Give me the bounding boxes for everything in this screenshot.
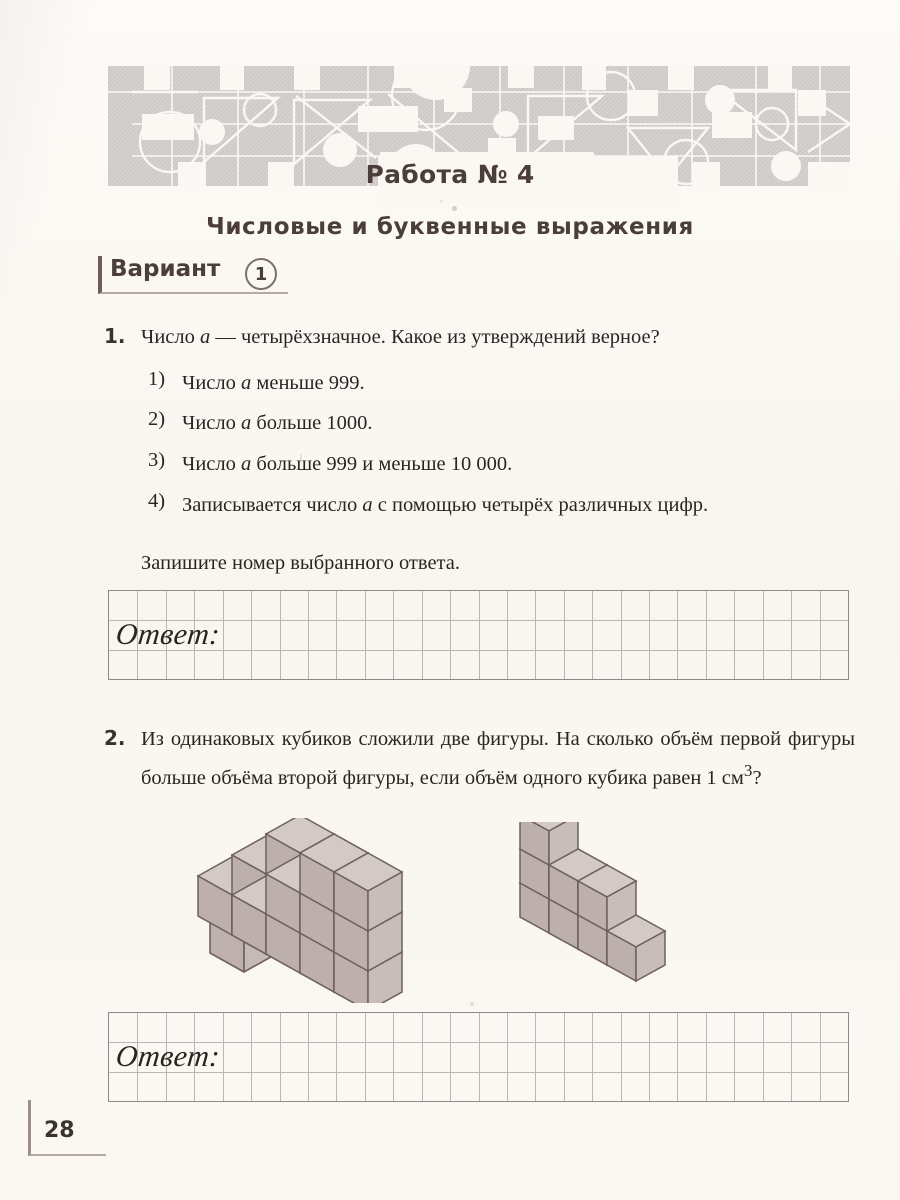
option-2-variable: a	[241, 412, 252, 434]
grid-line-vertical	[450, 1013, 451, 1101]
grid-line-vertical	[734, 1013, 735, 1101]
grid-line-vertical	[479, 591, 480, 679]
grid-line-vertical	[535, 1013, 536, 1101]
option-3-marker: 3)	[148, 449, 166, 471]
grid-line-vertical	[393, 1013, 394, 1101]
cube-figure-2-render	[500, 822, 700, 987]
grid-line-vertical	[706, 591, 707, 679]
option-1-variable: a	[241, 372, 252, 394]
grid-line-vertical	[365, 591, 366, 679]
grid-line-vertical	[564, 591, 565, 679]
option-2-text[interactable]	[182, 408, 842, 438]
question-2-prompt-line2: объём первой фигуры больше объёма второй фигуры, если	[141, 728, 855, 789]
cube-figure-1-render	[170, 818, 470, 1003]
grid-line-vertical	[280, 1013, 281, 1101]
grid-line-vertical	[336, 591, 337, 679]
grid-line-vertical	[621, 591, 622, 679]
grid-line-vertical	[450, 591, 451, 679]
grid-line-vertical	[223, 1013, 224, 1101]
option-1-marker: 1)	[148, 368, 166, 390]
grid-line-vertical	[791, 1013, 792, 1101]
option-4-marker: 4)	[148, 490, 166, 512]
grid-line-vertical	[507, 1013, 508, 1101]
grid-line-horizontal	[109, 650, 848, 651]
option-2-pre: Число	[182, 412, 241, 434]
grid-line-vertical	[677, 591, 678, 679]
grid-line-vertical	[535, 591, 536, 679]
question-1-variable: a	[200, 326, 211, 348]
grid-line-vertical	[763, 591, 764, 679]
option-4-post: с помощью четырёх различных цифр.	[372, 494, 709, 516]
variant-label: Вариант	[110, 256, 221, 282]
variant-number-badge: 1	[245, 258, 277, 290]
question-2-unit-exponent: 3	[743, 761, 753, 780]
grid-line-vertical	[308, 1013, 309, 1101]
cube-figure-1	[170, 818, 470, 1003]
grid-line-vertical	[649, 591, 650, 679]
grid-line-vertical	[365, 1013, 366, 1101]
grid-line-vertical	[422, 591, 423, 679]
option-4-pre: Записывается число	[182, 494, 363, 516]
question-2-prompt	[141, 724, 855, 794]
grid-line-vertical	[592, 1013, 593, 1101]
grid-line-vertical	[223, 591, 224, 679]
grid-line-vertical	[280, 591, 281, 679]
grid-line-vertical	[507, 591, 508, 679]
question-1-prompt	[141, 322, 857, 353]
option-2-marker: 2)	[148, 408, 166, 430]
grid-line-vertical	[820, 1013, 821, 1101]
grid-line-vertical	[393, 591, 394, 679]
option-1-pre: Число	[182, 372, 241, 394]
question-1-number: 1.	[104, 324, 126, 348]
grid-line-vertical	[479, 1013, 480, 1101]
option-4-variable: a	[362, 494, 373, 516]
grid-line-vertical	[763, 1013, 764, 1101]
option-3-text[interactable]	[182, 449, 842, 479]
page-number: 28	[44, 1118, 75, 1143]
answer-label-1: Ответ:	[114, 618, 222, 651]
grid-line-vertical	[308, 591, 309, 679]
option-3-variable: a	[241, 453, 252, 475]
question-2-prompt-line1: Из одинаковых кубиков сложили две фигуры. На сколько	[141, 728, 654, 750]
grid-line-vertical	[649, 1013, 650, 1101]
scan-speck	[452, 206, 457, 211]
scan-speck	[440, 200, 443, 203]
grid-line-vertical	[791, 591, 792, 679]
grid-line-vertical	[621, 1013, 622, 1101]
grid-line-vertical	[706, 1013, 707, 1101]
scan-speck	[470, 1002, 474, 1006]
question-2-unit-pre: объём одного кубика равен 1 см	[464, 766, 744, 789]
option-1-post: меньше 999.	[251, 372, 365, 394]
grid-line-vertical	[564, 1013, 565, 1101]
question-2-prompt-line3	[464, 761, 762, 789]
grid-line-horizontal	[109, 1072, 848, 1073]
grid-line-vertical	[336, 1013, 337, 1101]
option-1-text[interactable]	[182, 368, 842, 398]
grid-line-vertical	[820, 591, 821, 679]
topic-title: Числовые и буквенные выражения	[206, 214, 694, 240]
option-2-post: больше 1000.	[251, 412, 373, 434]
grid-line-vertical	[422, 1013, 423, 1101]
question-1-instruction: Запишите номер выбранного ответа.	[141, 552, 460, 574]
grid-line-vertical	[734, 591, 735, 679]
grid-line-vertical	[251, 591, 252, 679]
grid-line-vertical	[677, 1013, 678, 1101]
question-1-prompt-pre: Число	[141, 326, 200, 348]
question-2-unit-post: ?	[752, 766, 762, 789]
answer-label-2: Ответ:	[114, 1040, 222, 1073]
option-3-pre: Число	[182, 453, 241, 475]
scan-speck	[300, 454, 302, 463]
option-4-text[interactable]	[182, 490, 853, 520]
cube-figure-2	[500, 822, 700, 992]
work-title: Работа № 4	[365, 160, 535, 189]
question-1-prompt-post: — четырёхзначное. Какое из утверждений верное?	[210, 326, 660, 348]
question-2-number: 2.	[104, 726, 126, 750]
option-3-post: больше 999 и меньше 10 000.	[251, 453, 513, 475]
grid-line-vertical	[592, 591, 593, 679]
grid-line-vertical	[251, 1013, 252, 1101]
